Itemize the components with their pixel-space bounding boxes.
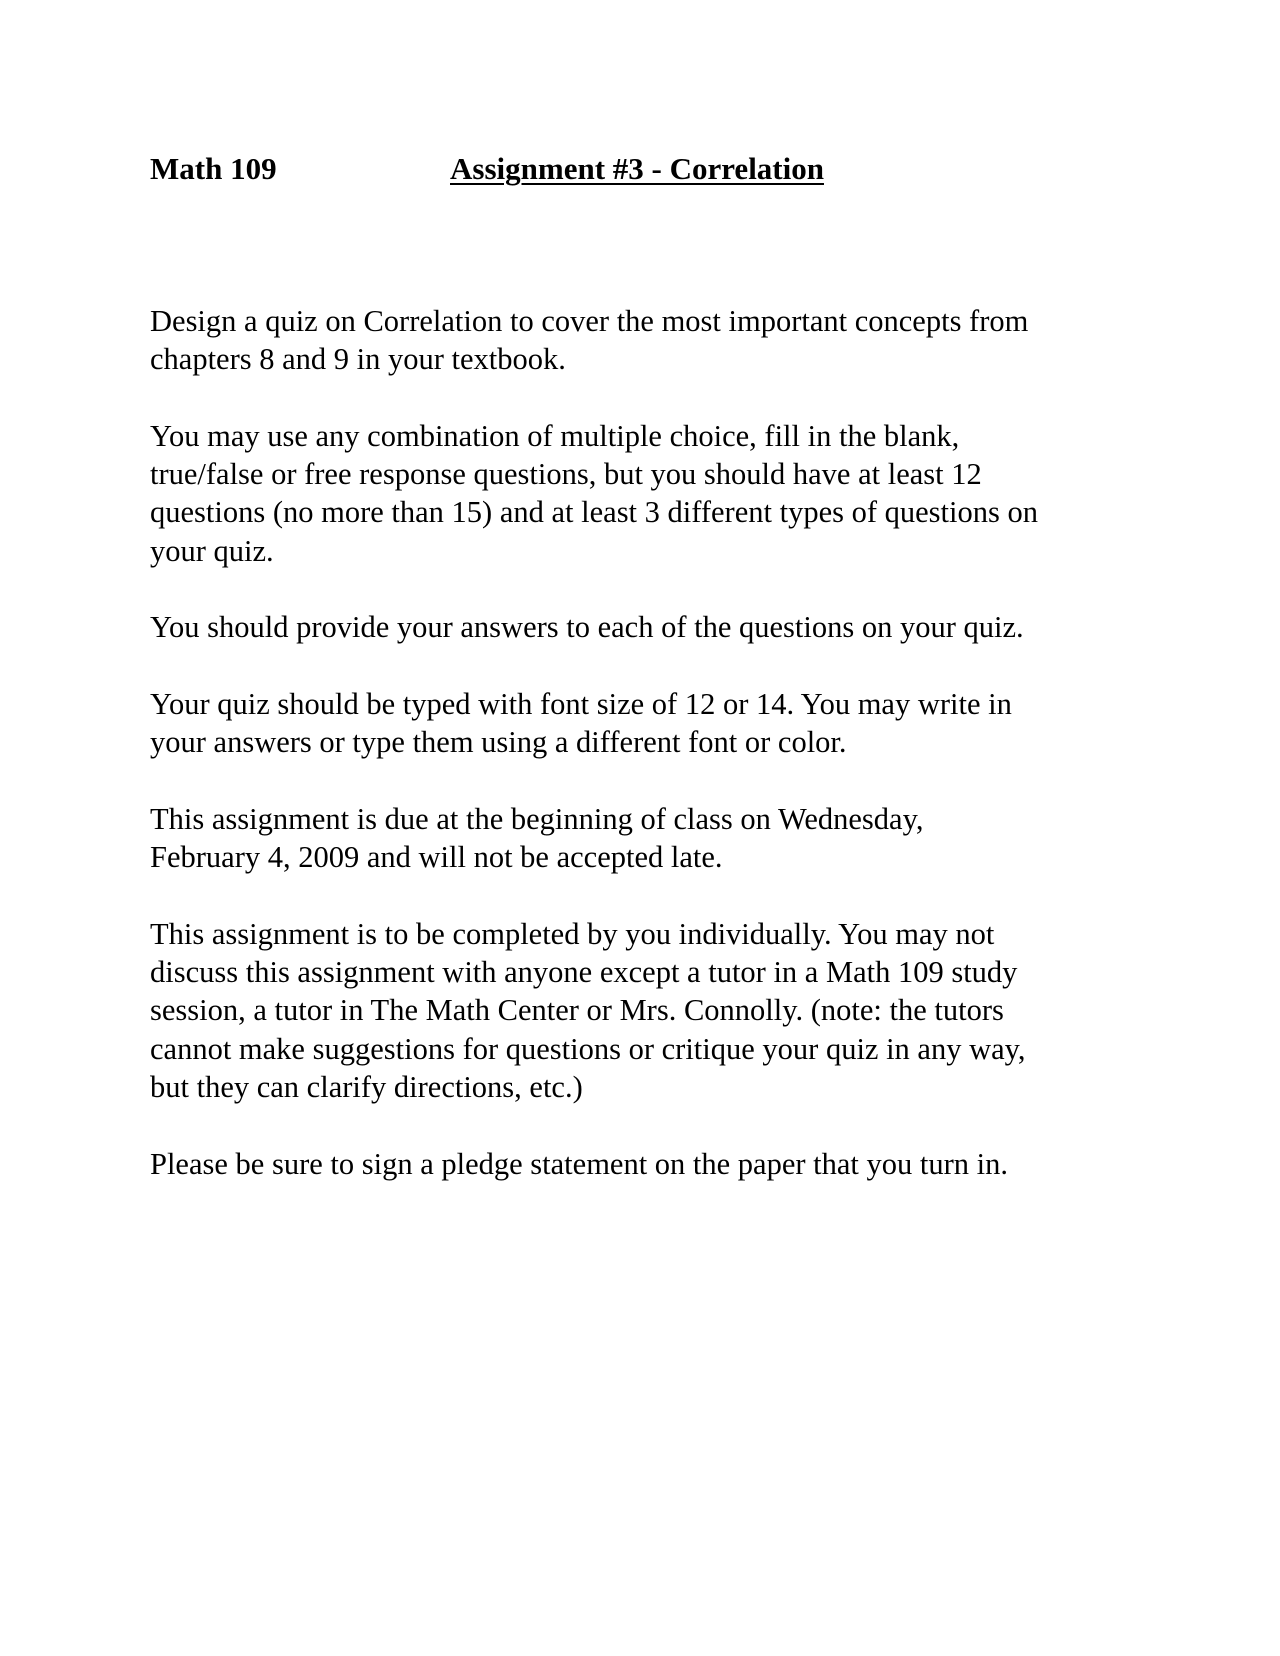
text-line: You should provide your answers to each of the questions on your quiz.	[150, 610, 1024, 645]
text-line: You may use any combination of multiple choice, fill in the blank,	[150, 418, 960, 453]
paragraph-formatting	[150, 685, 1150, 762]
paragraph-design-quiz	[150, 302, 1150, 379]
text-line: your answers or type them using a different font or color.	[150, 725, 847, 760]
paragraph-individual-work	[150, 915, 1150, 1106]
assignment-body	[150, 302, 1150, 1183]
text-line: your quiz.	[150, 533, 274, 568]
text-line: discuss this assignment with anyone except a tutor in a Math 109 study	[150, 955, 1018, 990]
text-line: but they can clarify directions, etc.)	[150, 1069, 583, 1104]
paragraph-question-types	[150, 417, 1150, 570]
paragraph-pledge	[150, 1145, 1150, 1183]
text-line: true/false or free response questions, but you should have at least 12	[150, 457, 982, 492]
course-name: Math 109	[150, 151, 277, 186]
document-header	[150, 149, 1150, 189]
text-line: chapters 8 and 9 in your textbook.	[150, 342, 566, 377]
text-line: session, a tutor in The Math Center or Mrs. Connolly. (note: the tutors	[150, 993, 1004, 1028]
text-line: This assignment is due at the beginning of class on Wednesday,	[150, 801, 924, 836]
text-line: cannot make suggestions for questions or critique your quiz in any way,	[150, 1031, 1026, 1066]
paragraph-answers	[150, 608, 1150, 646]
paragraph-due-date	[150, 800, 1150, 877]
text-line: Please be sure to sign a pledge statement on the paper that you turn in.	[150, 1146, 1009, 1181]
text-line: Your quiz should be typed with font size of 12 or 14. You may write in	[150, 686, 1012, 721]
text-line: questions (no more than 15) and at least 3 different types of questions on	[150, 495, 1038, 530]
text-line: This assignment is to be completed by you individually. You may not	[150, 916, 995, 951]
text-line: February 4, 2009 and will not be accepted late.	[150, 840, 723, 875]
text-line: Design a quiz on Correlation to cover the most important concepts from	[150, 304, 1029, 338]
assignment-title: Assignment #3 - Correlation	[450, 151, 824, 186]
